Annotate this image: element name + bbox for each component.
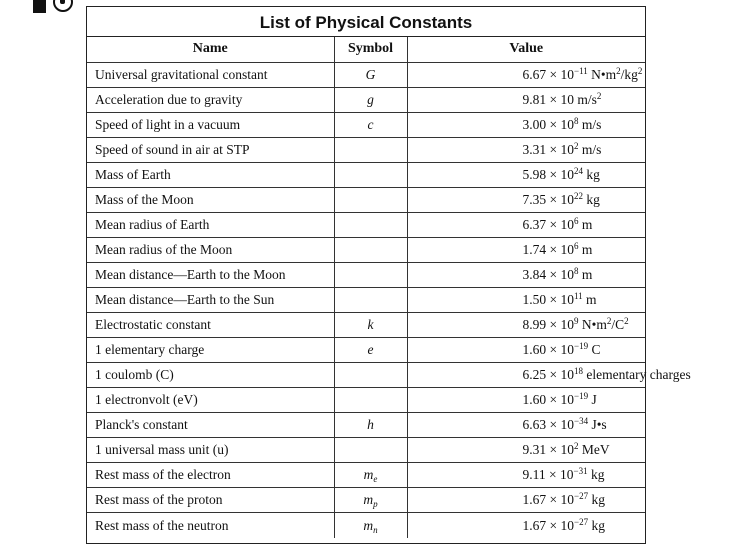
value-unit-denominator: /kg [620,66,638,82]
times-sign: × [549,317,558,333]
symbol-letter: m [363,517,374,533]
header-symbol: Symbol [334,37,407,62]
value-exponent: −34 [574,416,589,427]
constant-value [407,262,645,287]
constant-symbol [334,162,407,187]
constants-table-panel [86,6,691,544]
constant-name: 1 electronvolt (eV) [87,388,334,413]
times-sign: × [549,266,558,282]
times-sign: × [549,191,558,207]
value-exponent: 6 [574,240,579,251]
value-mantissa: 5.98 [522,166,547,182]
value-unit: m [581,216,593,232]
symbol-subscript: p [373,499,378,510]
constant-name: Mass of Earth [87,162,334,187]
value-mantissa: 1.67 [522,492,547,508]
symbol-letter: m [363,492,374,508]
header-row [87,37,645,62]
value-exponent: −27 [574,516,589,527]
constant-value [407,212,645,237]
constant-name: Acceleration due to gravity [87,87,334,112]
value-unit: m [581,266,593,282]
constant-symbol [334,388,407,413]
constant-name: Rest mass of the electron [87,463,334,488]
value-mantissa: 6.63 [522,417,547,433]
constant-name: Mean distance—Earth to the Moon [87,262,334,287]
table-row [87,388,645,413]
constant-value [407,438,645,463]
value-mantissa: 3.31 [522,141,547,157]
constant-symbol [334,338,407,363]
value-mantissa: 6.25 [522,367,547,383]
constant-name: Speed of light in a vacuum [87,112,334,137]
table-row [87,438,645,463]
value-base: 10 [560,492,574,508]
table-row [87,62,645,87]
value-base: 10 [560,417,574,433]
constant-symbol [334,87,407,112]
symbol-letter: c [367,116,374,132]
constant-symbol [334,438,407,463]
constant-value [407,388,645,413]
value-base: 10 [560,367,574,383]
value-exponent: −19 [574,341,589,352]
header-value: Value [407,37,645,62]
constant-symbol [334,62,407,87]
value-exponent: −31 [573,466,588,477]
value-base: 10 [560,66,574,82]
constant-value [407,162,645,187]
value-base: 10 [560,166,574,182]
constant-name: 1 universal mass unit (u) [87,438,334,463]
table-row [87,237,645,262]
constant-name: Rest mass of the proton [87,488,334,513]
constant-symbol [334,237,407,262]
constant-value [407,513,645,538]
value-exponent: −27 [574,491,589,502]
value-base: 10 [560,291,574,307]
value-mantissa: 1.50 [522,291,547,307]
constant-value [407,112,645,137]
constant-symbol [334,463,407,488]
value-base: 10 [560,191,574,207]
value-mantissa: 9.31 [522,442,547,458]
constant-symbol [334,513,407,538]
constant-value [407,137,645,162]
times-sign: × [549,241,558,257]
value-mantissa: 3.84 [522,266,547,282]
times-sign: × [549,367,558,383]
value-unit: C [591,342,601,358]
table-title: List of Physical Constants [87,7,645,37]
constant-value [407,187,645,212]
constant-name: Speed of sound in air at STP [87,137,334,162]
constant-name: Mass of the Moon [87,187,334,212]
value-mantissa: 6.67 [522,66,547,82]
times-sign: × [549,141,558,157]
constant-symbol [334,287,407,312]
unit-exponent: 2 [596,90,602,101]
header-name: Name [87,37,334,62]
value-unit: J•s [591,417,607,433]
value-exponent: 2 [574,441,579,452]
corner-block-mark [33,0,46,13]
value-base: 10 [560,116,574,132]
table-row [87,87,645,112]
constant-symbol [334,313,407,338]
unit-exponent: 2 [616,65,621,76]
value-unit: m/s [581,141,602,157]
symbol-letter: g [367,91,374,107]
constant-value [407,287,645,312]
value-base: 10 [560,216,574,232]
table-row [87,463,645,488]
value-base: 10 [560,241,574,257]
corner-cursor-icon [53,0,73,12]
times-sign: × [549,216,558,232]
constant-value [407,62,645,87]
constant-value [407,463,645,488]
value-unit: kg [591,517,605,533]
value-exponent: 18 [574,366,583,377]
table-row [87,262,645,287]
table-row [87,112,645,137]
constant-symbol [334,137,407,162]
value-exponent: 6 [574,215,579,226]
value-mantissa: 3.00 [522,116,547,132]
times-sign: × [549,392,558,408]
value-exponent: 24 [574,165,583,176]
times-sign: × [549,442,558,458]
value-base: 10 [560,517,574,533]
table-row [87,363,645,388]
table-row [87,162,645,187]
constant-name: Mean radius of Earth [87,212,334,237]
constant-value [407,488,645,513]
table-row [87,287,645,312]
times-sign: × [549,517,558,533]
times-sign: × [549,342,558,358]
value-base: 10 [560,91,574,107]
times-sign: × [549,492,558,508]
table-row [87,313,645,338]
times-sign: × [549,116,558,132]
table-row [87,338,645,363]
value-exponent: −19 [574,391,589,402]
value-exponent: 11 [574,290,583,301]
value-unit: m/s [577,91,597,107]
unit-exponent: 2 [606,316,612,327]
times-sign: × [549,66,558,82]
value-base: 10 [560,342,574,358]
value-base: 10 [560,141,574,157]
value-exponent: 22 [574,190,583,201]
constant-name: Universal gravitational constant [87,62,334,87]
symbol-letter: h [367,417,374,433]
constant-value [407,363,691,388]
value-mantissa: 1.60 [522,392,547,408]
value-base: 10 [560,467,574,483]
constant-symbol [334,488,407,513]
table-row [87,137,645,162]
constant-name: Mean distance—Earth to the Sun [87,287,334,312]
value-unit: m [586,291,597,307]
constant-value [407,338,645,363]
table-row [87,413,645,438]
symbol-subscript: n [373,524,378,535]
value-mantissa: 9.81 [522,91,547,107]
value-unit: MeV [581,442,610,458]
table-row [87,488,645,513]
value-base: 10 [560,266,574,282]
value-exponent: −11 [574,65,588,76]
value-mantissa: 6.37 [522,216,547,232]
value-unit: N•m [581,317,607,333]
constant-name: 1 coulomb (C) [87,363,334,388]
table-row [87,212,645,237]
value-mantissa: 1.67 [522,517,547,533]
constant-symbol [334,413,407,438]
value-exponent: 8 [574,115,579,126]
constant-value [407,237,645,262]
value-unit: kg [591,492,605,508]
value-mantissa: 8.99 [522,317,547,333]
value-base: 10 [560,392,574,408]
unit-denominator-exponent: 2 [624,316,629,327]
times-sign: × [549,417,558,433]
value-unit-denominator: /C [611,317,625,333]
value-unit: kg [586,191,600,207]
value-mantissa: 1.74 [522,241,547,257]
constant-symbol [334,262,407,287]
symbol-letter: k [367,317,374,333]
symbol-subscript: e [373,474,378,485]
table-row [87,187,645,212]
constants-table [87,37,691,538]
value-unit: N•m [591,66,617,82]
symbol-letter: m [363,467,374,483]
symbol-letter: G [365,66,376,82]
constant-symbol [334,212,407,237]
constant-symbol [334,112,407,137]
symbol-letter: e [367,342,374,358]
value-unit: elementary charges [586,367,691,383]
value-unit: kg [586,166,600,182]
constant-name: Mean radius of the Moon [87,237,334,262]
value-base: 10 [560,317,574,333]
value-exponent: 8 [574,265,579,276]
unit-denominator-exponent: 2 [637,65,643,76]
constant-value [407,413,645,438]
value-exponent: 2 [574,140,579,151]
times-sign: × [549,91,558,107]
constant-name: Planck's constant [87,413,334,438]
constant-name: 1 elementary charge [87,338,334,363]
constant-name: Electrostatic constant [87,313,334,338]
constant-value [407,313,645,338]
constant-value [407,87,645,112]
value-mantissa: 9.11 [522,467,546,483]
times-sign: × [549,291,558,307]
value-mantissa: 1.60 [522,342,547,358]
times-sign: × [549,166,558,182]
constant-symbol [334,363,407,388]
value-mantissa: 7.35 [522,191,547,207]
value-unit: kg [590,467,605,483]
value-unit: J [591,392,597,408]
constant-name: Rest mass of the neutron [87,513,334,538]
times-sign: × [549,467,557,483]
value-exponent: 9 [574,316,579,327]
constant-symbol [334,187,407,212]
value-unit: m/s [581,116,602,132]
value-unit: m [581,241,593,257]
value-base: 10 [560,442,574,458]
table-row [87,513,645,538]
